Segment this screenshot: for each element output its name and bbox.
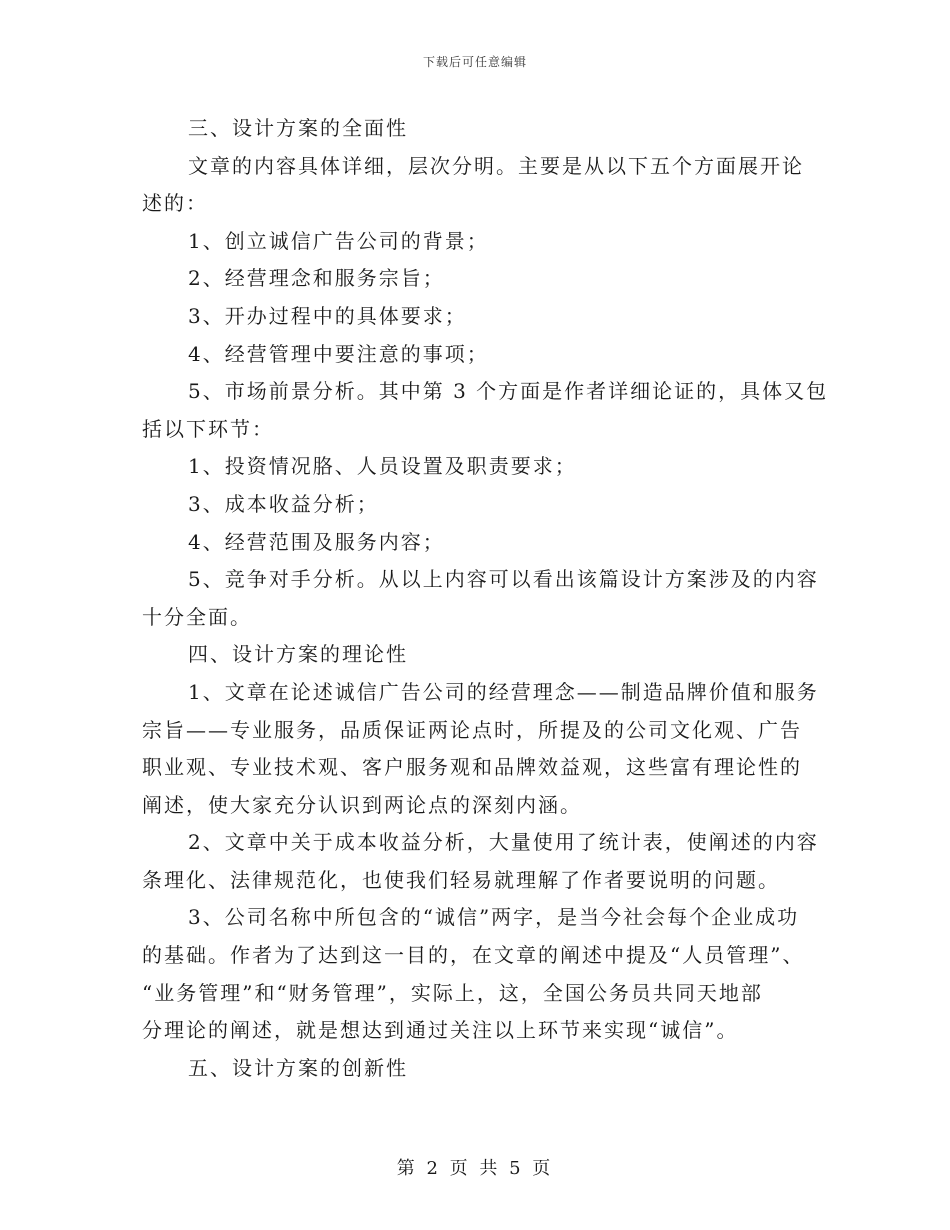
paragraph-line: 条理化、法律规范化，也使我们轻易就理解了作者要说明的问题。 (142, 867, 780, 892)
list-item: 3、成本收益分析； (188, 491, 379, 516)
list-item: 4、经营范围及服务内容； (188, 529, 445, 554)
paragraph-line: 十分全面。 (142, 604, 252, 629)
page-header-note: 下载后可任意编辑 (422, 55, 527, 69)
page-number: 第 2 页 共 5 页 (396, 1158, 554, 1179)
paragraph-line: 文章的内容具体详细，层次分明。主要是从以下五个方面展开论 (188, 153, 804, 178)
paragraph-line: 分理论的阐述，就是想达到通过关注以上环节来实现“诚信”。 (142, 1018, 739, 1043)
list-item: 1、投资情况胳、人员设置及职责要求； (188, 454, 577, 479)
list-item: 1、创立诚信广告公司的背景； (188, 228, 489, 253)
paragraph-line: 2、文章中关于成本收益分析，大量使用了统计表，使阐述的内容 (188, 830, 819, 855)
section-heading-theory: 四、设计方案的理论性 (188, 642, 408, 667)
paragraph-line: 职业观、专业技术观、客户服务观和品牌效益观，这些富有理论性的 (142, 755, 802, 780)
paragraph-line: 1、文章在论述诚信广告公司的经营理念——制造品牌价值和服务 (188, 679, 819, 704)
paragraph-line: 宗旨——专业服务，品质保证两论点时，所提及的公司文化观、广告 (142, 717, 802, 742)
list-item: 5、竞争对手分析。从以上内容可以看出该篇设计方案涉及的内容 (188, 567, 819, 592)
paragraph-line: 括以下环节： (142, 416, 274, 441)
list-item: 5、市场前景分析。其中第 3 个方面是作者详细论证的，具体又包 (188, 379, 829, 404)
paragraph-line: 3、公司名称中所包含的“诚信”两字，是当今社会每个企业成功 (188, 905, 800, 930)
document-body (142, 110, 829, 1087)
paragraph-line: “业务管理”和“财务管理”，实际上，这，全国公务员共同天地部 (142, 980, 763, 1005)
list-item: 4、经营管理中要注意的事项； (188, 341, 489, 366)
list-item: 2、经营理念和服务宗旨； (188, 266, 445, 291)
section-heading-innovation: 五、设计方案的创新性 (188, 1055, 408, 1080)
paragraph-line: 阐述，使大家充分认识到两论点的深刻内涵。 (142, 792, 582, 817)
list-item: 3、开办过程中的具体要求； (188, 303, 467, 328)
paragraph-line: 述的： (142, 191, 208, 216)
section-heading-comprehensiveness: 三、设计方案的全面性 (188, 116, 408, 140)
paragraph-line: 的基础。作者为了达到这一目的，在文章的阐述中提及“人员管理”、 (142, 943, 805, 968)
